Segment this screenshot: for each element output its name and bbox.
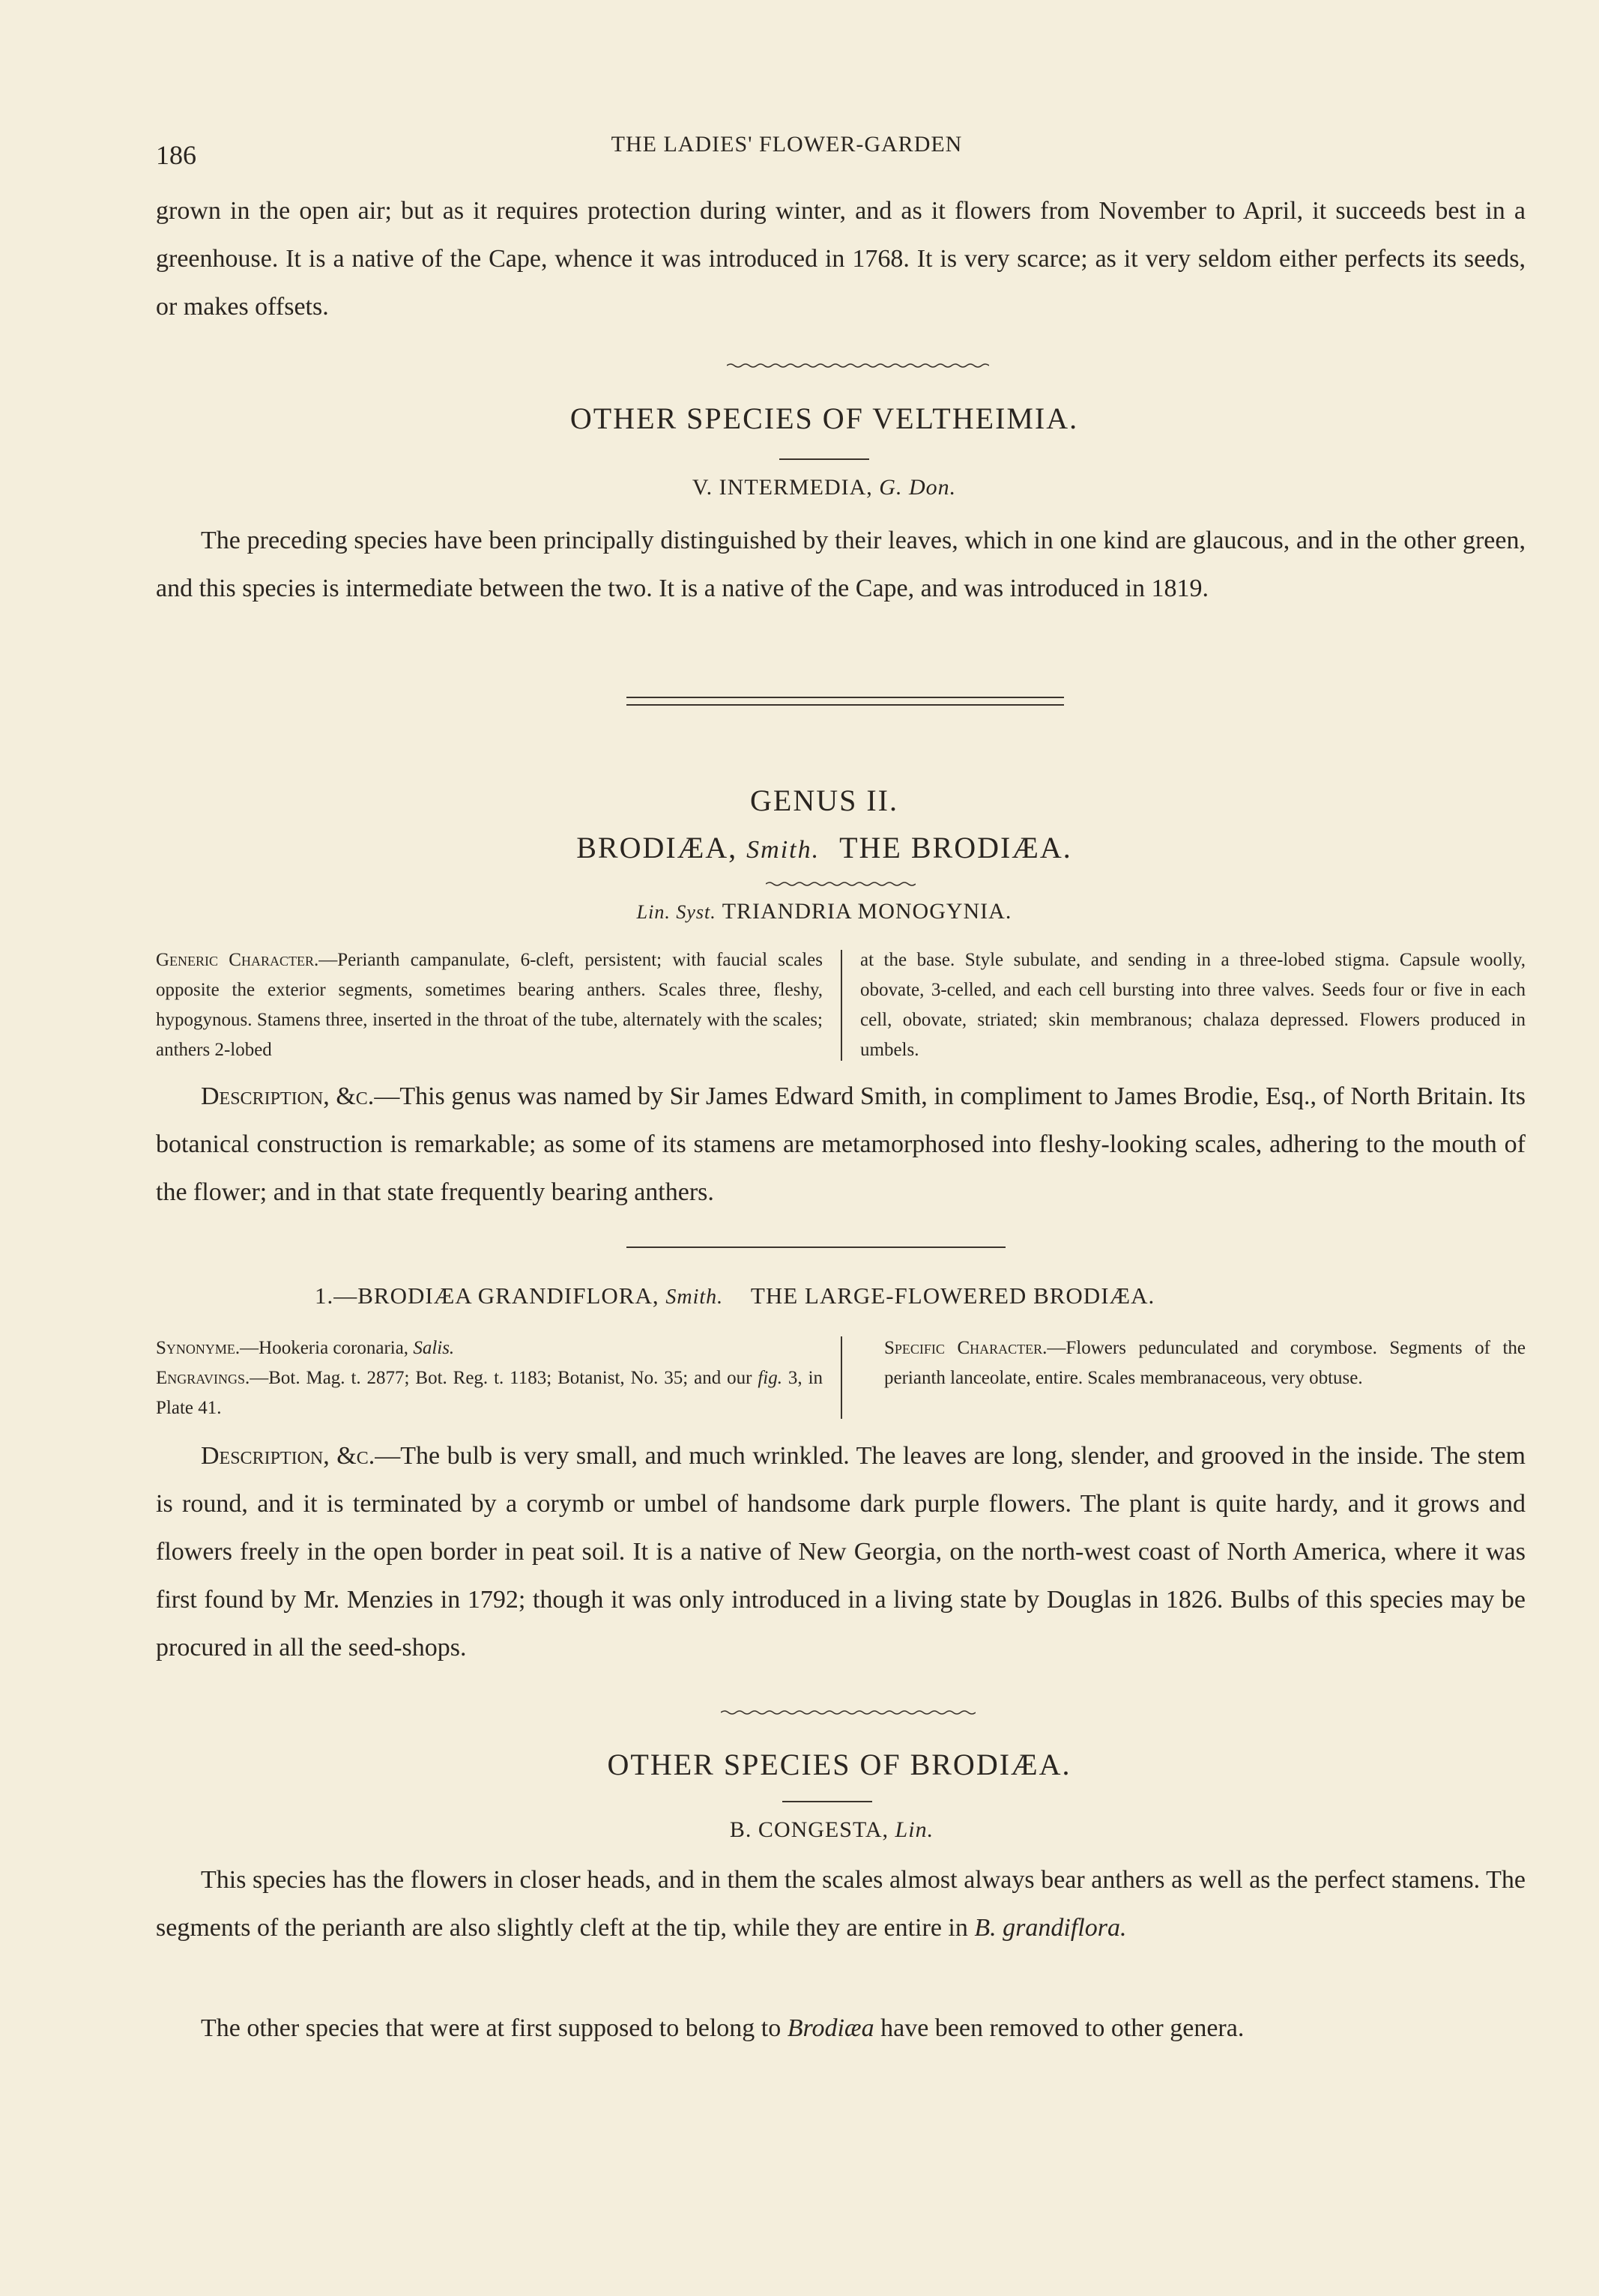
engravings-tail: 3, in Plate 41. [156, 1368, 823, 1418]
brodiaea-text-2-italic: Brodiæa [787, 2014, 874, 2042]
brodiaea-paragraph-1 [156, 1856, 1526, 1952]
section-double-rule-bottom [626, 704, 1064, 706]
lin-syst-label: Lin. Syst. [636, 901, 716, 923]
wavy-ornament [727, 363, 989, 369]
wavy-ornament [766, 881, 916, 887]
synonyme-author: Salis. [413, 1338, 455, 1358]
description-label: Description, &c. [201, 1442, 375, 1470]
specific-character-text: —Flowers pedunculated and corymbose. Segments of the perianth lanceolate, entire. Scales membranaceous, very obtuse. [884, 1338, 1526, 1388]
synonyme-label: Synonyme. [156, 1338, 241, 1358]
genus-label: GENUS II. [750, 784, 898, 817]
species-author: G. Don. [879, 475, 957, 500]
brodiaea-paragraph-2 [156, 2005, 1526, 2053]
veltheimia-section-title: OTHER SPECIES OF VELTHEIMIA. [569, 402, 1079, 435]
synonyme-text: —Hookeria coronaria, [240, 1338, 409, 1358]
species-1-description-text: —The bulb is very small, and much wrinkled. The leaves are long, slender, and grooved in the inside. The stem is round, and it is terminated by a corymb or umbel of handsome dark purple flowers. The plant is quite hardy, and it grows and flowers freely in the open border in peat soil. It is a native of New Georgia, on the north-west coast of North America, where it was first found by Mr. Menzies in 1792; though it was only introduced in a living state by Douglas in 1826. Bulbs of this species may be procured in all the seed-shops. [156, 1442, 1526, 1662]
engravings-text: —Bot. Mag. t. 2877; Bot. Reg. t. 1183; Botanist, No. 35; and our [250, 1368, 752, 1388]
species-name: B. CONGESTA, [729, 1817, 889, 1842]
engravings-fig: fig. [758, 1368, 783, 1388]
intro-paragraph [156, 187, 1526, 331]
specific-character-label: Specific Character. [884, 1338, 1048, 1358]
synonyme-line [156, 1333, 823, 1363]
species-1-author: Smith. [665, 1285, 724, 1309]
title-underline [782, 1801, 872, 1802]
generic-character-right-text: at the base. Style subulate, and sending in a three-lobed stigma. Capsule woolly, obovate, 3-celled, and each cell bursting into three valves. Seeds four or five in each cell, obovate, striated; skin membranous; chalaza depressed. Flowers produced in umbels. [860, 950, 1526, 1060]
linnaean-system [450, 899, 1199, 924]
generic-character-label: Generic Character. [156, 950, 319, 970]
engravings-label: Engravings. [156, 1368, 250, 1388]
genus-author: Smith. [746, 836, 820, 864]
generic-character-left [156, 945, 823, 1065]
brodiaea-species-heading [525, 1817, 1139, 1843]
species-1-common-name: THE LARGE-FLOWERED BRODIÆA. [750, 1282, 1155, 1309]
species-1-left-column [156, 1333, 823, 1423]
genus-description-text: —This genus was named by Sir James Edward Smith, in compliment to James Brodie, Esq., of North Britain. Its botanical construction is remarkable; as some of its stamens are metamorphosed into fleshy-looking scales, adhering to the mouth of the flower; and in that state frequently bearing anthers. [156, 1082, 1526, 1206]
veltheimia-species-heading [525, 475, 1124, 500]
wavy-ornament [721, 1709, 976, 1715]
column-divider [841, 950, 842, 1061]
description-label: Description, &c. [201, 1082, 375, 1110]
brodiaea-section-title: OTHER SPECIES OF BRODIÆA. [607, 1748, 1071, 1781]
section-rule [626, 1247, 1006, 1248]
species-author: Lin. [895, 1817, 934, 1842]
species-1-title: 1.—BRODIÆA GRANDIFLORA, [315, 1282, 659, 1309]
generic-character-right [860, 945, 1526, 1065]
species-1-right-column [884, 1333, 1526, 1393]
brodiaea-text-1: This species has the flowers in closer heads, and in them the scales almost always bear anthers as well as the perfect stamens. The segments of the perianth are also slightly cleft at the tip, while they are entire in [156, 1866, 1526, 1942]
veltheimia-paragraph [156, 517, 1526, 613]
column-divider [841, 1336, 842, 1419]
genus-name: BRODIÆA, [576, 831, 738, 864]
brodiaea-text-2a: The other species that were at first supposed to belong to [201, 2014, 782, 2042]
page-number: 186 [156, 140, 196, 170]
species-name: V. INTERMEDIA, [692, 475, 873, 500]
species-1-heading [315, 1282, 1439, 1309]
veltheimia-text: The preceding species have been principally distinguished by their leaves, which in one kind are glaucous, and in the other green, and this species is intermediate between the two. It is a native of the Cape, and was introduced in 1819. [156, 527, 1526, 602]
brodiaea-text-1-italic: B. grandiflora. [974, 1914, 1127, 1942]
title-underline [779, 458, 869, 460]
generic-character-left-text: —Perianth campanulate, 6-cleft, persistent; with faucial scales opposite the exterior segments, sometimes bearing anthers. Scales three, fleshy, hypogynous. Stamens three, inserted in the throat of the tube, alternately with the scales; anthers 2-lobed [156, 950, 823, 1060]
genus-title [375, 830, 1274, 865]
engravings-line [156, 1363, 823, 1423]
running-title: THE LADIES' FLOWER-GARDEN [611, 132, 963, 157]
section-double-rule-top [626, 697, 1064, 698]
genus-common-name: THE BRODIÆA. [839, 831, 1072, 864]
lin-syst-value: TRIANDRIA MONOGYNIA. [722, 899, 1012, 924]
brodiaea-text-2b: have been removed to other genera. [880, 2014, 1245, 2042]
species-1-description [156, 1432, 1526, 1672]
genus-description [156, 1073, 1526, 1217]
intro-text: grown in the open air; but as it requires protection during winter, and as it flowers from November to April, it succeeds best in a greenhouse. It is a native of the Cape, whence it was introduced in 1768. It is very scarce; as it very seldom either perfects its seeds, or makes offsets. [156, 197, 1526, 321]
